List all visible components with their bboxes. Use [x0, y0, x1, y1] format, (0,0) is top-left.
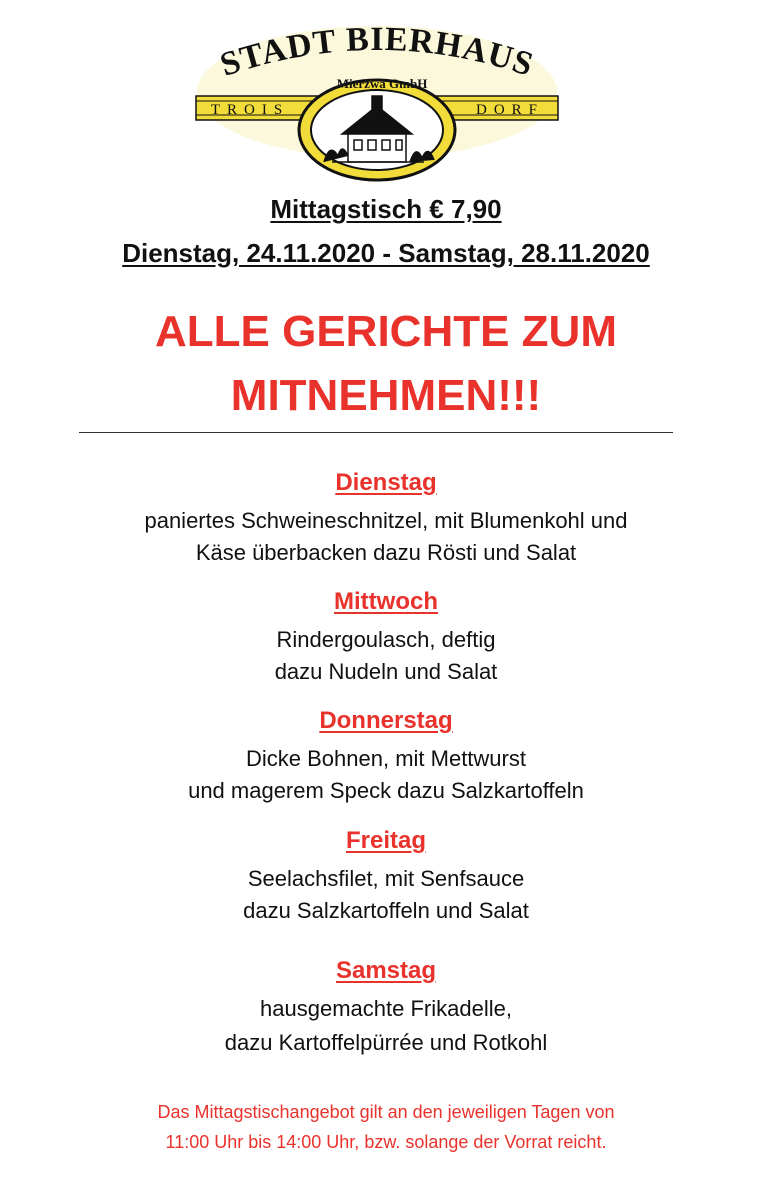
logo-right-word: DORF	[475, 102, 545, 118]
footer-note-line-2: 11:00 Uhr bis 14:00 Uhr, bzw. solange der Vorrat reicht.	[165, 1132, 607, 1152]
dish-donnerstag-line-2: und magerem Speck dazu Salzkartoffeln	[188, 778, 584, 803]
day-title-samstag: Samstag	[335, 957, 437, 984]
headline-line-1: ALLE GERICHTE ZUM	[155, 307, 617, 356]
day-title-freitag: Freitag	[345, 827, 426, 854]
footer-note-line-1: Das Mittagstischangebot gilt an den jeweiligen Tagen von	[157, 1102, 615, 1122]
day-title-dienstag: Dienstag	[335, 469, 437, 496]
restaurant-logo	[192, 22, 562, 182]
day-title-mittwoch: Mittwoch	[334, 588, 438, 615]
divider	[79, 432, 673, 433]
dish-donnerstag-line-1: Dicke Bohnen, mit Mettwurst	[246, 746, 526, 771]
dish-dienstag-line-2: Käse überbacken dazu Rösti und Salat	[195, 540, 577, 565]
dish-freitag-line-1: Seelachsfilet, mit Senfsauce	[247, 866, 525, 891]
dish-mittwoch-line-1: Rindergoulasch, deftig	[276, 627, 496, 652]
logo-left-word: TROIS	[210, 102, 290, 118]
logo-title: STADT BIERHAUS	[215, 22, 539, 84]
dish-freitag-line-2: dazu Salzkartoffeln und Salat	[243, 898, 529, 923]
logo-company: Mierzwa GmbH	[336, 76, 428, 91]
price-heading: Mittagstisch € 7,90	[270, 194, 502, 224]
day-title-donnerstag: Donnerstag	[319, 707, 453, 734]
dish-mittwoch-line-2: dazu Nudeln und Salat	[274, 659, 498, 684]
dish-dienstag-line-1: paniertes Schweineschnitzel, mit Blumenkohl und	[144, 508, 628, 533]
dish-samstag-line-1: hausgemachte Frikadelle,	[260, 996, 512, 1021]
logo-graphic	[192, 22, 562, 182]
date-range-heading: Dienstag, 24.11.2020 - Samstag, 28.11.2020	[122, 238, 650, 268]
headline-line-2: MITNEHMEN!!!	[230, 371, 542, 420]
dish-samstag-line-2: dazu Kartoffelpürrée und Rotkohl	[224, 1030, 548, 1055]
